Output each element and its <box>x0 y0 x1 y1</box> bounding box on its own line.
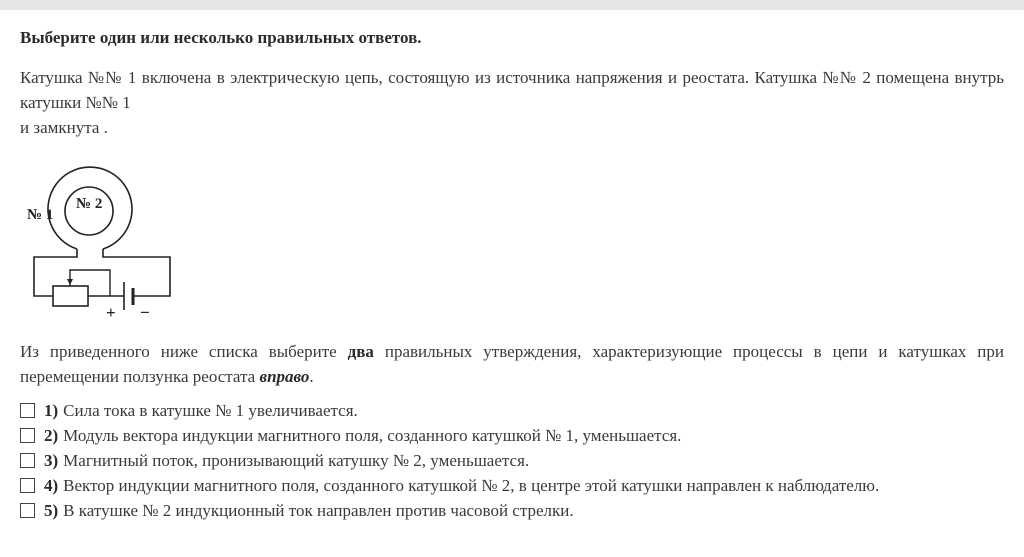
question-text <box>20 339 1004 389</box>
question-part-1: Из приведенного ниже списка выберите <box>20 342 348 361</box>
question-part-2: правильных утверждения, характеризующие процессы в цепи и катушках при перемещении ползунка реостата <box>20 342 1005 386</box>
answer-checkbox-2[interactable] <box>20 428 35 443</box>
option-text: Вектор индукции магнитного поля, созданного катушкой № 2, в центре этой катушки направлен к наблюдателю. <box>63 475 880 495</box>
option-number: 3) <box>44 450 59 470</box>
circuit-diagram <box>24 164 194 324</box>
problem-line-2: и замкнута . <box>20 118 108 137</box>
label-minus: − <box>140 303 150 322</box>
option-number: 5) <box>44 500 59 520</box>
circuit-svg <box>24 164 194 324</box>
option-text: Сила тока в катушке № 1 увеличивается. <box>63 400 358 420</box>
option-number: 1) <box>44 400 59 420</box>
question-content <box>20 26 1004 523</box>
question-end: . <box>309 367 314 386</box>
option-text: В катушке № 2 индукционный ток направлен против часовой стрелки. <box>63 500 574 520</box>
slider-arrow <box>67 279 73 285</box>
circuit-wire <box>103 249 170 296</box>
answer-option-5[interactable] <box>20 498 1004 523</box>
answer-options <box>20 398 1004 523</box>
instruction-text: Выберите один или несколько правильных ответов. <box>20 28 422 47</box>
answer-checkbox-1[interactable] <box>20 403 35 418</box>
answer-option-2[interactable] <box>20 423 1004 448</box>
answer-option-3[interactable] <box>20 448 1004 473</box>
option-number: 4) <box>44 475 59 495</box>
option-text: Модуль вектора индукции магнитного поля, созданного катушкой № 1, уменьшается. <box>63 425 682 445</box>
problem-text <box>20 65 1004 140</box>
question-emphasis: два <box>347 342 374 361</box>
problem-line-1: Катушка №№ 1 включена в электрическую цепь, состоящую из источника напряжения и реостата. Катушка №№ 2 помещена внутрь катушки №№ 1 <box>20 68 1004 112</box>
answer-checkbox-5[interactable] <box>20 503 35 518</box>
option-text: Магнитный поток, пронизывающий катушку № 2, уменьшается. <box>63 450 530 470</box>
rheostat <box>53 286 88 306</box>
answer-checkbox-3[interactable] <box>20 453 35 468</box>
answer-option-4[interactable] <box>20 473 1004 498</box>
answer-checkbox-4[interactable] <box>20 478 35 493</box>
option-number: 2) <box>44 425 59 445</box>
label-coil-1: № 1 <box>27 207 54 223</box>
label-coil-2: № 2 <box>76 196 103 212</box>
question-direction: вправо <box>259 367 310 386</box>
answer-option-1[interactable] <box>20 398 1004 423</box>
top-bar <box>0 0 1024 10</box>
label-plus: + <box>106 303 116 322</box>
